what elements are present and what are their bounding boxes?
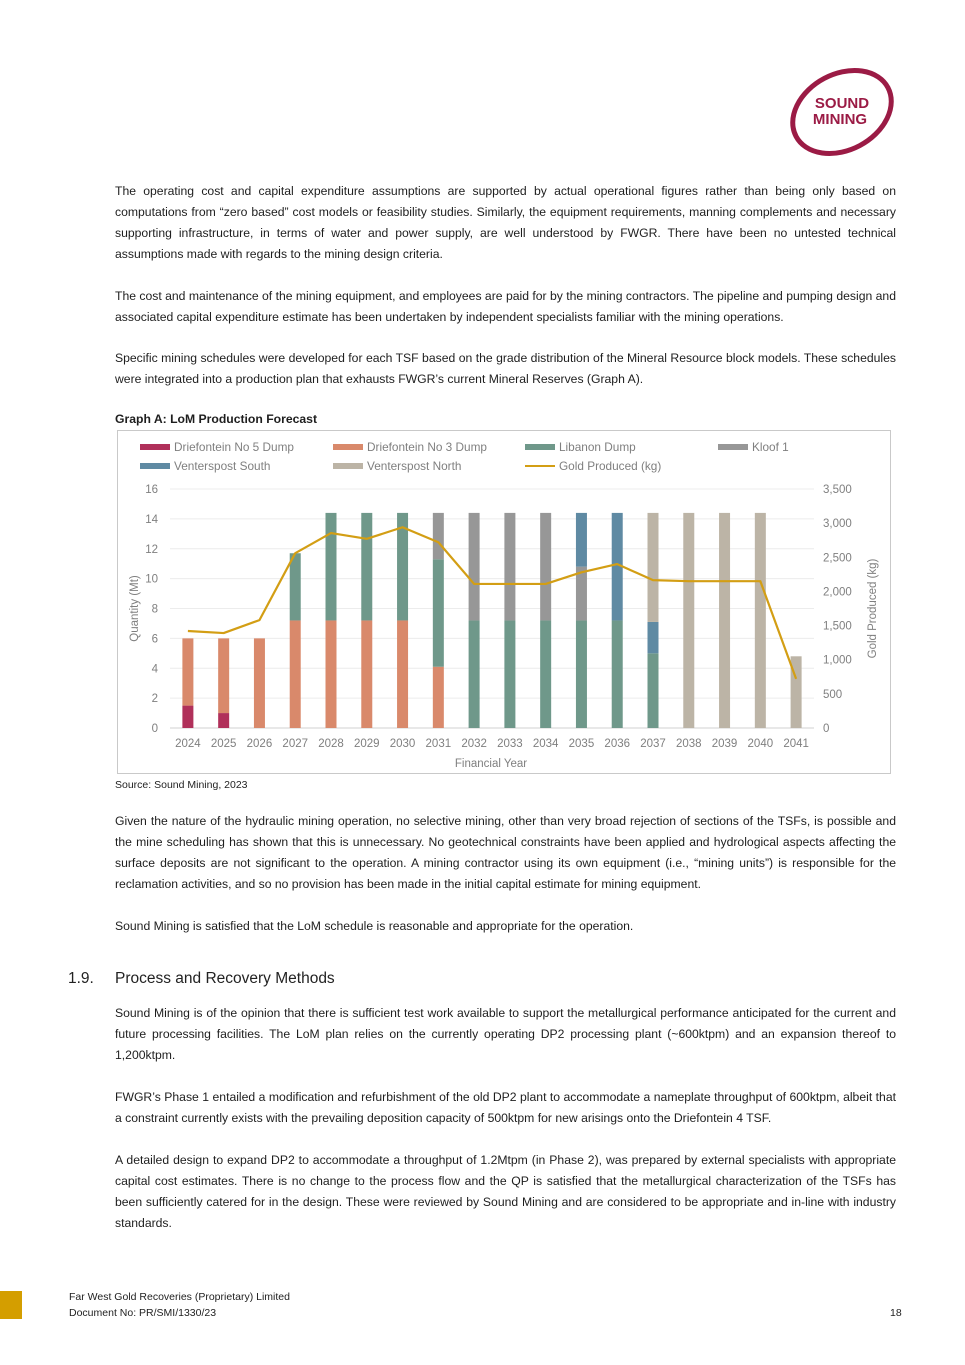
y2-tick-label: 500 [823,688,843,701]
y-tick-label: 4 [151,663,158,676]
bar-segment [218,713,229,728]
section-number: 1.9. [68,970,94,987]
legend-swatch [140,463,170,469]
legend-label: Driefontein No 5 Dump [174,440,294,454]
x-tick-label: 2041 [783,738,809,750]
legend-label: Venterspost South [174,459,271,473]
y-tick-label: 2 [151,693,158,706]
bar-segment [612,620,623,728]
bar-segment [648,513,659,622]
bar-segment [218,638,229,713]
bar-segment [648,653,659,728]
bar-segment [326,513,337,621]
legend-label: Kloof 1 [752,440,789,454]
x-tick-label: 2034 [532,738,559,750]
y2-tick-label: 2,000 [823,586,852,599]
y-tick-label: 0 [151,723,158,735]
bar-segment [254,638,265,728]
paragraph-test-work: Sound Mining is of the opinion that there is sufficient test work available to support the metallurgical performance anticipated for the current and future processing facilities. The LoM plan relies on the currently operating DP2 processing plant (~600ktpm) and an expansion thereof to 1,200ktpm. [115,1006,896,1062]
bar-segment [576,620,587,728]
x-tick-label: 2028 [318,738,344,750]
x-tick-label: 2036 [604,738,631,750]
x-tick-label: 2035 [568,738,595,750]
bar-segment [755,513,766,728]
x-tick-label: 2032 [461,738,487,750]
y-axis-title: Quantity (Mt) [129,575,141,642]
x-tick-label: 2031 [425,738,452,750]
legend-swatch [333,444,363,450]
x-tick-label: 2029 [353,738,380,750]
y2-tick-label: 3,500 [823,484,852,496]
x-tick-label: 2025 [210,738,237,750]
bar-segment [576,567,587,621]
bar-segment [469,513,480,621]
legend-swatch [718,444,748,450]
legend-label: Libanon Dump [559,440,636,454]
x-tick-label: 2024 [175,738,201,750]
legend-swatch [525,444,555,450]
x-tick-label: 2040 [747,738,774,750]
bar-segment [576,513,587,567]
y2-tick-label: 1,500 [823,620,852,633]
chart-canvas [118,431,890,773]
graph-caption: Graph A: LoM Production Forecast [115,412,318,426]
bar-segment [290,553,301,620]
graph-source: Source: Sound Mining, 2023 [115,779,248,791]
y2-tick-label: 2,500 [823,552,852,565]
section-title: Process and Recovery Methods [115,970,335,987]
legend-swatch [333,463,363,469]
x-tick-label: 2027 [282,738,309,750]
y2-tick-label: 1,000 [823,654,852,667]
x-tick-label: 2026 [246,738,273,750]
y-tick-label: 14 [145,513,158,526]
y-tick-label: 6 [151,633,158,646]
bar-segment [361,513,372,621]
lom-production-chart [117,430,891,774]
x-tick-label: 2037 [640,738,666,750]
page-number: 18 [890,1307,902,1319]
bar-segment [433,667,444,728]
x-tick-label: 2038 [675,738,702,750]
legend-label: Gold Produced (kg) [559,459,662,473]
legend-label: Driefontein No 3 Dump [367,440,487,454]
bar-segment [182,706,193,728]
footer-accent-bar [0,1291,22,1319]
paragraph-phase-1: FWGR’s Phase 1 entailed a modification and refurbishment of the old DP2 plant to accommodate a nameplate throughput of 600ktpm, albeit that a constraint currently exists with the prevailing deposition capacity of 500ktpm for new arisings onto the Driefontein 4 TSF. [115,1090,896,1125]
gold-produced-line [188,527,796,679]
bar-segment [290,620,301,728]
y2-tick-label: 3,000 [823,518,852,531]
y-tick-label: 10 [145,573,158,586]
x-tick-label: 2030 [389,738,416,750]
x-axis-title: Financial Year [454,758,528,770]
legend-label: Venterspost North [367,459,462,473]
bar-segment [397,620,408,728]
bar-segment [361,620,372,728]
paragraph-equipment-cost: The cost and maintenance of the mining equipment, and employees are paid for by the mining contractors. The pipeline and pumping design and associated capital expenditure estimate has been undertaken by independent specialists familiar with the mining operations. [115,289,896,324]
y-tick-label: 12 [145,543,158,556]
bar-segment [326,620,337,728]
footer-company: Far West Gold Recoveries (Proprietary) Limited [69,1291,290,1303]
bar-segment [182,638,193,705]
bar-segment [469,620,480,728]
logo-text-mining: MINING [812,111,868,128]
logo-text-sound: SOUND [814,95,870,112]
x-tick-label: 2039 [711,738,738,750]
y-tick-label: 8 [151,603,158,616]
sound-mining-logo [784,66,900,158]
paragraph-mining-schedules: Specific mining schedules were developed for each TSF based on the grade distribution of the Mineral Resource block models. These schedules were integrated into a production plan that exhausts FWGR’s current Mineral Reserves (Graph A). [115,351,896,386]
paragraph-hydraulic-mining: Given the nature of the hydraulic mining operation, no selective mining, other than very broad rejection of sections of the TSFs, is possible and the mine scheduling has shown that this is unnecessary. No geotechnical constraints have been applied and hydrological aspects affecting the surface deposits are not significant to the operation. A mining contractor using its own equipment (i.e., “mining units”) is responsible for the reclamation activities, and so no provision has been made in the initial capital estimate for mining equipment. [115,814,896,891]
y-tick-label: 16 [145,484,158,496]
y2-tick-label: 0 [823,723,830,735]
y2-axis-title: Gold Produced (kg) [867,558,879,659]
footer-document-number: Document No: PR/SMI/1330/23 [69,1307,217,1319]
bar-segment [648,622,659,653]
paragraph-operating-cost: The operating cost and capital expenditure assumptions are supported by actual operational figures rather than being only based on computations from “zero based” cost models or feasibility studies. Similarly, the equipment requirements, manning complements and necessary supporting infrastructure, in terms of water and power supply, are well understood by FWGR. There have been no untested technical assumptions made with regards to the mining design criteria. [115,184,896,261]
paragraph-lom-satisfied: Sound Mining is satisfied that the LoM schedule is reasonable and appropriate for the operation. [115,919,634,933]
bar-segment [719,513,730,728]
legend-swatch [140,444,170,450]
bar-segment [540,513,551,621]
bar-segment [683,513,694,728]
bar-segment [540,620,551,728]
bar-segment [504,620,515,728]
bar-segment [504,513,515,621]
x-tick-label: 2033 [497,738,523,750]
paragraph-phase-2: A detailed design to expand DP2 to accommodate a throughput of 1.2Mtpm (in Phase 2), was prepared by external specialists with appropriate capital cost estimates. There is no change to the process flow and the QP is satisfied that the metallurgical characterization of the TSFs has been sufficiently catered for in the design. These were reviewed by Sound Mining and are considered to be appropriate and in-line with industry standards. [115,1153,896,1230]
bar-segment [433,559,444,667]
bar-segment [433,513,444,559]
